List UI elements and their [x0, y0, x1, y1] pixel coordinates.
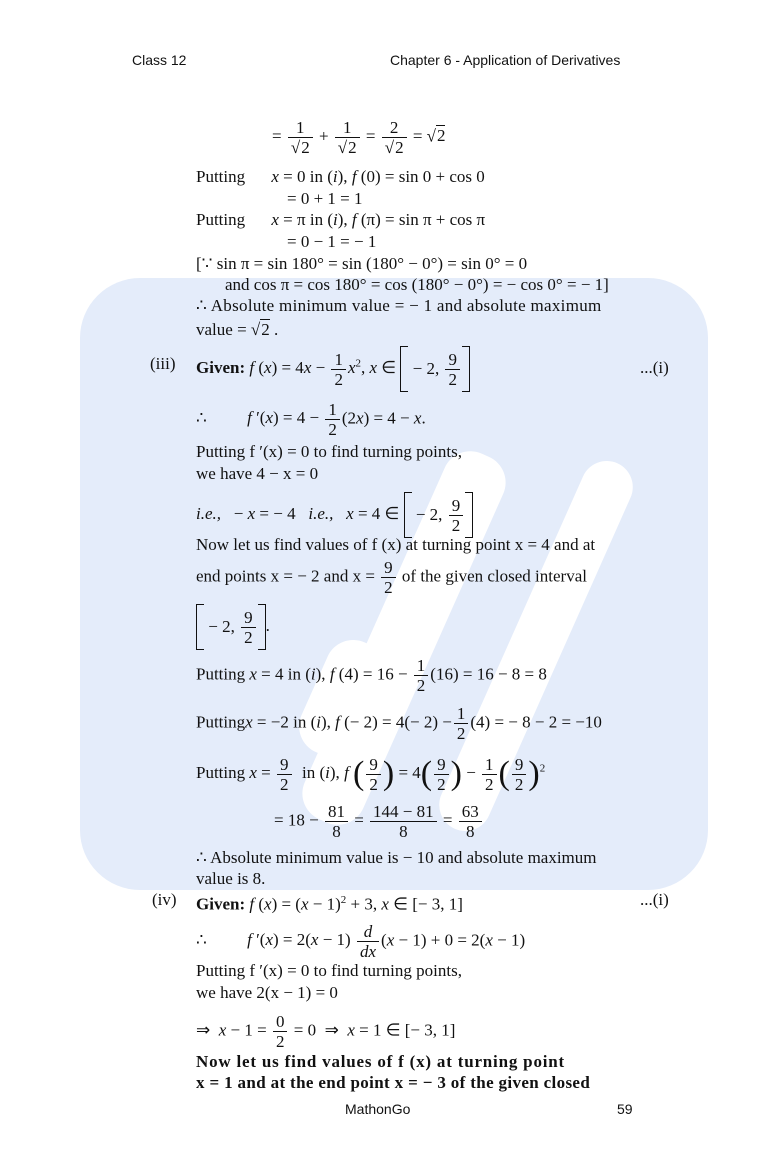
therefore-symbol: ∴ [196, 408, 207, 428]
putting-word: Putting [196, 712, 246, 732]
endpoints-text: end points x = − 2 and x = [196, 566, 375, 586]
derivative-line: ∴ f ′(x) = 2(x − 1) $\frac{d}{dx}$ (x − 1) + 0 = 2(x − 1) [196, 922, 526, 961]
abs-value-label: value = [196, 320, 247, 339]
and-line: and cos π = cos 180° = cos (180° − 0°) = − cos 0° = − 1] [225, 275, 609, 294]
ie-line: i.e., − x = − 4 i.e., x = 4 ∈ − 2, $\frac{9}{2}$ [196, 492, 473, 538]
footer-brand: MathonGo [345, 1101, 411, 1117]
we-have-line: we have 4 − x = 0 [196, 464, 319, 483]
putting-line: Puttingx = −2 in (i), f (− 2) = 4(− 2) − $\frac{1}{2}$ (4) = − 8 − 2 = −10 [196, 704, 602, 743]
abs-value-line: ∴ Absolute minimum value = − 1 and absolute maximum [196, 296, 602, 315]
interval-text: of the given closed interval [401, 566, 587, 586]
equation-ref: ...(i) [640, 890, 669, 909]
header-chapter-title: Chapter 6 - Application of Derivatives [390, 52, 621, 68]
putting-line: Putting x = $\frac{9}{2}$ in (i), f ( $\frac{9}{2}$ ) = 4( $\frac{9}{2}$ ) − $\frac{1}{2}$ ( $\frac{9}{2}$ )$^2$ [196, 754, 546, 794]
implies-line: ⇒ x − 1 = $\frac{0}{2}$ = 0 ⇒ x = 1 ∈ [− 3, 1] [196, 1012, 456, 1051]
putting-word: Putting [196, 762, 246, 782]
putting-word: Putting [196, 210, 246, 229]
abs-value-line: ∴ Absolute minimum value is − 10 and absolute maximum [196, 848, 597, 867]
putting-word: Putting [196, 167, 246, 186]
putting-line: Putting x = 4 in (i), f (4) = 16 − $\frac{1}{2}$ (16) = 16 − 8 = 8 [196, 656, 547, 695]
we-have-line: we have 2(x − 1) = 0 [196, 983, 338, 1002]
given-line: Given: f (x) = 4x − $\frac{1}{2}$ $x^2$, x ∈ − 2, $\frac{9}{2}$ [196, 346, 470, 392]
ie-label: i.e., [308, 503, 334, 523]
derivative-line: ∴ f ′(x) = 4 − $\frac{1}{2}$ (2x) = 4 − x. [196, 400, 426, 439]
therefore-symbol: ∴ [196, 930, 207, 950]
turning-points-line: Putting f ′(x) = 0 to find turning points, [196, 961, 462, 980]
abs-value-line: value = √2 . [196, 320, 279, 339]
given-line: Given: f $(x) = (x - 1)^2 + 3$, x ∈ [− 3, 1] [196, 894, 463, 914]
since-line: [∵ sin π = sin 180° = sin (180° − 0°) = sin 0° = 0 [196, 254, 528, 273]
putting-line: Putting x = π in (i), f (π) = sin π + cos π [196, 210, 486, 229]
abs-value-line: value is 8. [196, 869, 266, 888]
now-line-bold: Now let us find values of f (x) at turning point [196, 1052, 565, 1071]
equation-ref: ...(i) [640, 358, 669, 377]
part-iii-label: (iii) [150, 354, 176, 373]
putting-word: Putting [196, 664, 246, 684]
equation-line: = $\frac{1}{√2}$ + $\frac{1}{√2}$ = $\frac{2}{√2}$ = √2 [272, 118, 446, 157]
given-label: Given: [196, 357, 246, 377]
now-line: end points x = − 2 and x = $\frac{9}{2}$ of the given closed interval [196, 558, 587, 597]
given-label: Given: [196, 894, 246, 914]
part-iv-label: (iv) [152, 890, 177, 909]
equation-line: = 18 − $\frac{81}{8}$ = $\frac{144 - 81}{8}$ = $\frac{63}{8}$ [274, 802, 484, 841]
page-number: 59 [617, 1101, 633, 1117]
now-line-bold: x = 1 and at the end point x = − 3 of the given closed [196, 1073, 591, 1092]
header-class: Class 12 [132, 52, 187, 68]
turning-points-line: Putting f ′(x) = 0 to find turning points, [196, 442, 462, 461]
now-line: Now let us find values of f (x) at turning point x = 4 and at [196, 535, 596, 554]
putting-line: Putting x = 0 in (i), f (0) = sin 0 + cos 0 [196, 167, 485, 186]
equation-line: = 0 − 1 = − 1 [287, 232, 377, 251]
ie-label: i.e., [196, 503, 222, 523]
interval-line: − 2, $\frac{9}{2}$ . [196, 604, 270, 650]
equation-line: = 0 + 1 = 1 [287, 189, 363, 208]
